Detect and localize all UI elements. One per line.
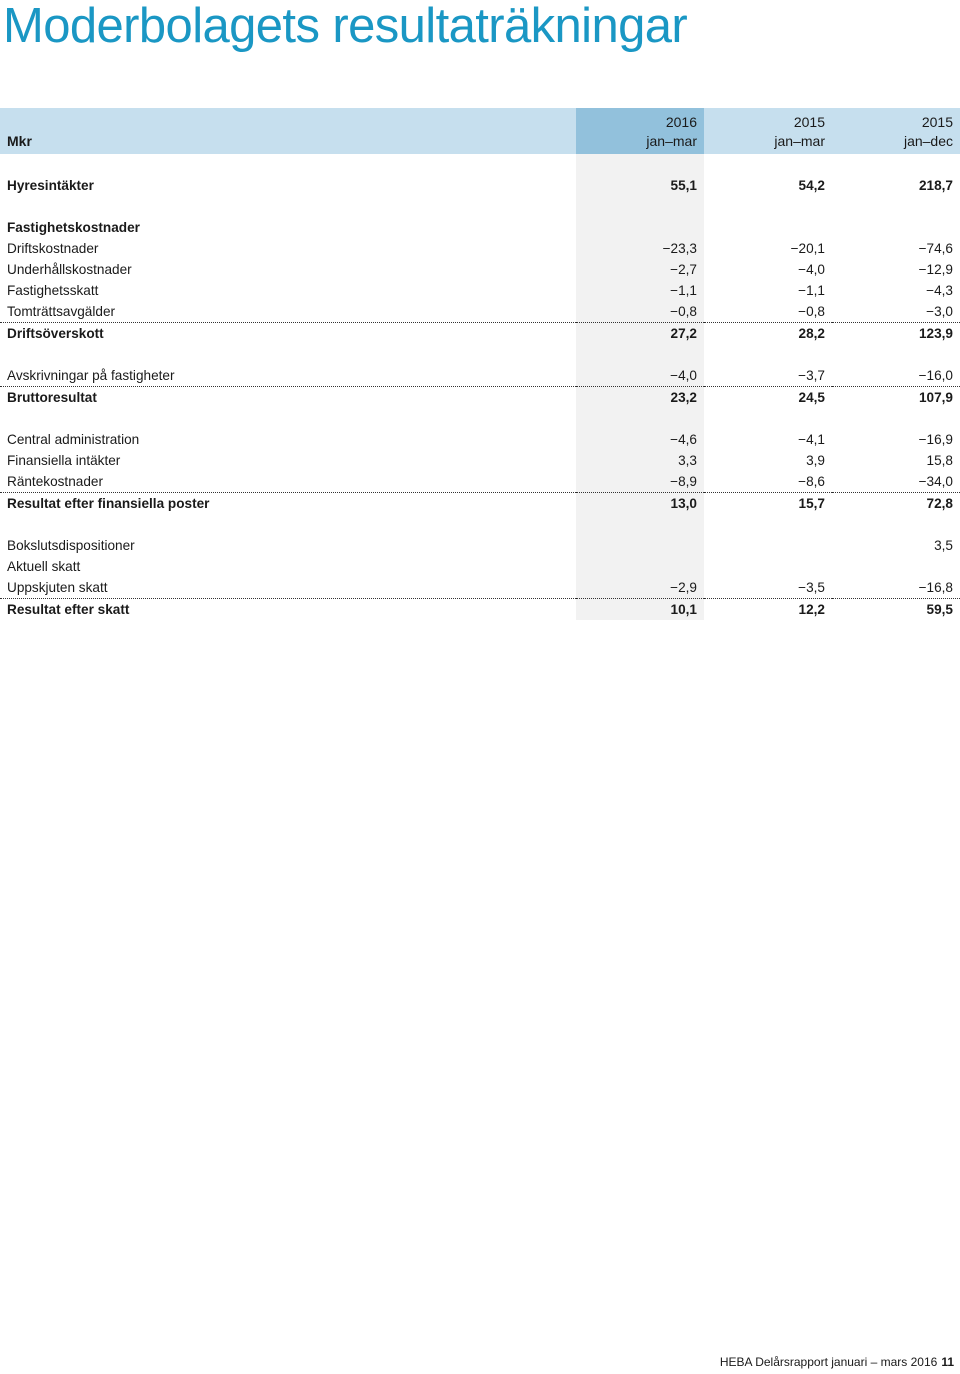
row-value-col-1: [576, 514, 704, 535]
row-value-col-2: 3,9: [806, 453, 825, 468]
row-value-col-3: 218,7: [918, 178, 953, 193]
footer-page-number: 11: [941, 1355, 954, 1369]
row-value-col-1: −2,9: [576, 577, 704, 599]
row-label: [0, 408, 576, 429]
row-value-col-3: 123,9: [832, 323, 960, 345]
row-value-col-1: −8,9: [576, 471, 704, 493]
page-title: Moderbolagets resultaträkningar: [3, 0, 688, 53]
row-value-col-1: [576, 196, 704, 217]
row-value-col-3: [832, 556, 960, 577]
row-value-col-1: 55,1: [576, 175, 704, 196]
row-value-col-1: [576, 154, 704, 175]
table-row: [0, 323, 960, 345]
table-row: [0, 301, 960, 323]
row-value-col-1: −4,0: [576, 365, 704, 387]
row-value-col-2: 54,2: [798, 178, 825, 193]
table-spacer-row: [0, 344, 960, 365]
row-value-col-3: [832, 196, 960, 217]
table-row: [0, 259, 960, 280]
row-value-col-1: [576, 535, 704, 556]
row-value-col-1: 10,1: [576, 599, 704, 621]
row-value-col-3: [832, 514, 960, 535]
header-column-3-period: jan–dec: [903, 133, 953, 149]
row-label: Avskrivningar på fastigheter: [7, 368, 175, 383]
row-value-col-2: [704, 217, 832, 238]
header-unit-label: Mkr: [0, 108, 576, 154]
row-label: Fastighetskostnader: [7, 220, 140, 235]
row-value-col-2: 24,5: [704, 387, 832, 409]
row-value-col-3: −74,6: [918, 241, 953, 256]
table-row: [0, 450, 960, 471]
row-value-col-1: 3,3: [576, 450, 704, 471]
row-label: Central administration: [7, 432, 140, 447]
row-value-col-3: 3,5: [934, 538, 953, 553]
row-value-col-2: −3,5: [798, 580, 825, 595]
table-row: [0, 535, 960, 556]
table-row: [0, 238, 960, 259]
header-column-1-year: 2016: [665, 114, 697, 130]
row-value-col-2: 28,2: [704, 323, 832, 345]
row-value-col-2: −4,1: [798, 432, 825, 447]
table-header-row: [0, 108, 960, 154]
header-column-2-year: 2015: [793, 114, 825, 130]
row-value-col-1: −2,7: [576, 259, 704, 280]
row-value-col-1: 27,2: [576, 323, 704, 345]
table-row: [0, 577, 960, 599]
row-value-col-3: −3,0: [926, 304, 953, 319]
row-value-col-1: 23,2: [576, 387, 704, 409]
table-spacer-row: [0, 154, 960, 175]
row-label: Räntekostnader: [7, 474, 103, 489]
row-value-col-1: −4,6: [576, 429, 704, 450]
row-value-col-3: −16,8: [918, 580, 953, 595]
row-value-col-3: 107,9: [832, 387, 960, 409]
row-value-col-1: [576, 556, 704, 577]
row-label: Underhållskostnader: [7, 262, 132, 277]
table-row: [0, 217, 960, 238]
header-column-1-period: jan–mar: [646, 133, 697, 149]
table-row: [0, 429, 960, 450]
row-value-col-2: −8,6: [798, 474, 825, 489]
row-label: Resultat efter finansiella poster: [0, 493, 576, 515]
header-column-3: [832, 108, 960, 154]
table-row: [0, 387, 960, 409]
header-column-1: [576, 108, 704, 154]
row-value-col-3: 15,8: [926, 453, 953, 468]
header-column-2-period: jan–mar: [774, 133, 825, 149]
header-column-2: [704, 108, 832, 154]
table-spacer-row: [0, 408, 960, 429]
table-spacer-row: [0, 514, 960, 535]
row-value-col-1: [576, 408, 704, 429]
row-value-col-3: 72,8: [832, 493, 960, 515]
row-label: Driftsöverskott: [0, 323, 576, 345]
row-value-col-3: [832, 217, 960, 238]
row-value-col-2: −4,0: [798, 262, 825, 277]
row-value-col-2: [704, 556, 832, 577]
footer-report-title: HEBA Delårsrapport januari – mars 2016: [719, 1355, 938, 1369]
row-label: [0, 514, 576, 535]
income-statement-table: [0, 108, 960, 620]
row-value-col-1: 13,0: [576, 493, 704, 515]
row-value-col-1: −0,8: [576, 301, 704, 323]
row-value-col-1: −23,3: [576, 238, 704, 259]
row-value-col-3: [832, 154, 960, 175]
row-value-col-3: [832, 344, 960, 365]
table-row: [0, 556, 960, 577]
row-label: Fastighetsskatt: [7, 283, 99, 298]
table-row: [0, 175, 960, 196]
income-statement-table-wrapper: [0, 108, 960, 620]
row-label: [0, 196, 576, 217]
row-value-col-2: −0,8: [798, 304, 825, 319]
row-label: Uppskjuten skatt: [7, 580, 108, 595]
row-label: Resultat efter skatt: [0, 599, 576, 621]
row-value-col-3: −16,0: [918, 368, 953, 383]
row-value-col-2: [704, 154, 832, 175]
page-footer: [720, 1355, 954, 1369]
row-label: [0, 154, 576, 175]
row-value-col-2: 12,2: [704, 599, 832, 621]
table-row: [0, 599, 960, 621]
row-label: Bruttoresultat: [0, 387, 576, 409]
row-label: Finansiella intäkter: [7, 453, 121, 468]
row-value-col-2: −1,1: [798, 283, 825, 298]
row-value-col-2: [704, 514, 832, 535]
row-value-col-2: [704, 408, 832, 429]
row-value-col-3: 59,5: [832, 599, 960, 621]
row-value-col-2: [704, 535, 832, 556]
table-row: [0, 493, 960, 515]
row-value-col-3: [832, 408, 960, 429]
row-label: Hyresintäkter: [7, 178, 94, 193]
row-value-col-3: −34,0: [918, 474, 953, 489]
row-value-col-2: −3,7: [798, 368, 825, 383]
row-value-col-1: [576, 344, 704, 365]
row-value-col-3: −12,9: [918, 262, 953, 277]
row-value-col-2: [704, 344, 832, 365]
row-label: Tomträttsavgälder: [7, 304, 116, 319]
row-value-col-2: 15,7: [704, 493, 832, 515]
row-label: Aktuell skatt: [7, 559, 81, 574]
row-label: Driftskostnader: [7, 241, 99, 256]
table-row: [0, 471, 960, 493]
table-row: [0, 280, 960, 301]
row-value-col-1: −1,1: [576, 280, 704, 301]
row-value-col-3: −4,3: [926, 283, 953, 298]
row-value-col-2: −20,1: [790, 241, 825, 256]
row-value-col-2: [704, 196, 832, 217]
row-label: [0, 344, 576, 365]
row-value-col-3: −16,9: [918, 432, 953, 447]
row-value-col-1: [576, 217, 704, 238]
table-spacer-row: [0, 196, 960, 217]
table-row: [0, 365, 960, 387]
row-label: Bokslutsdispositioner: [7, 538, 135, 553]
table-body: [0, 154, 960, 620]
header-column-3-year: 2015: [921, 114, 953, 130]
